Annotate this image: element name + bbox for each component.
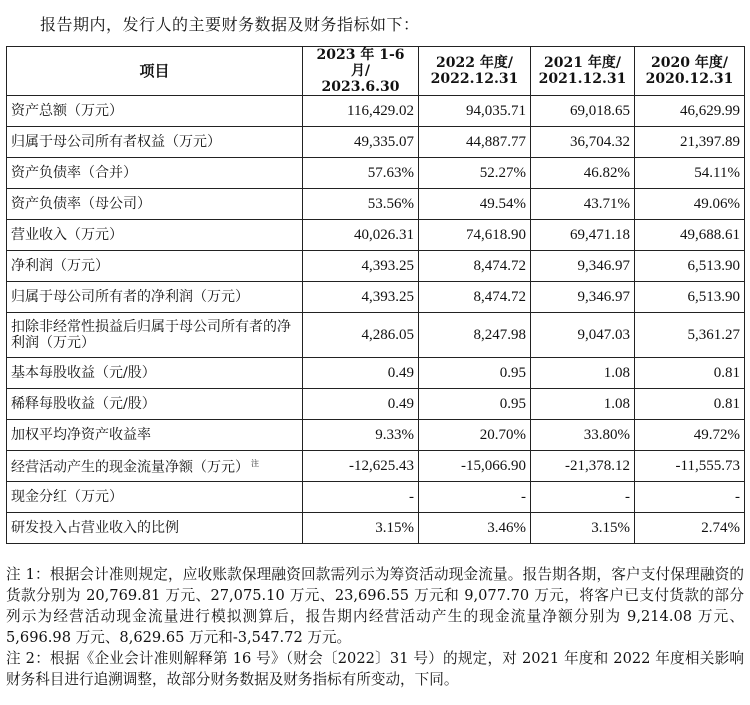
financial-table (6, 46, 745, 544)
cell-value: 52.27% (419, 158, 531, 189)
row-label: 稀释每股收益（元/股） (7, 389, 303, 420)
cell-value: 54.11% (635, 158, 745, 189)
cell-value: 2.74% (635, 513, 745, 544)
cell-value: 53.56% (303, 189, 419, 220)
table-row (7, 313, 745, 358)
cell-value: 36,704.32 (531, 127, 635, 158)
cell-value: 69,471.18 (531, 220, 635, 251)
header-item: 项目 (7, 47, 303, 96)
cell-value: 116,429.02 (303, 96, 419, 127)
header-period: 2022 年度/ 2022.12.31 (419, 47, 531, 96)
cell-value: 94,035.71 (419, 96, 531, 127)
cell-value: 57.63% (303, 158, 419, 189)
row-label: 营业收入（万元） (7, 220, 303, 251)
cell-value: - (419, 482, 531, 513)
table-row (7, 482, 745, 513)
cell-value: 5,361.27 (635, 313, 745, 358)
cell-value: 1.08 (531, 389, 635, 420)
table-row (7, 420, 745, 451)
cell-value: 40,026.31 (303, 220, 419, 251)
cell-value: 6,513.90 (635, 251, 745, 282)
cell-value: 4,393.25 (303, 251, 419, 282)
cell-value: 3.46% (419, 513, 531, 544)
cell-value: 21,397.89 (635, 127, 745, 158)
cell-value: 3.15% (531, 513, 635, 544)
cell-value: 8,474.72 (419, 251, 531, 282)
cell-value: 8,474.72 (419, 282, 531, 313)
header-period: 2021 年度/ 2021.12.31 (531, 47, 635, 96)
header-period: 2020 年度/ 2020.12.31 (635, 47, 745, 96)
cell-value: - (303, 482, 419, 513)
cell-value: -15,066.90 (419, 451, 531, 482)
cell-value: 0.81 (635, 358, 745, 389)
cell-value: 3.15% (303, 513, 419, 544)
cell-value: 8,247.98 (419, 313, 531, 358)
cell-value: 49.72% (635, 420, 745, 451)
row-label: 基本每股收益（元/股） (7, 358, 303, 389)
cell-value: 4,286.05 (303, 313, 419, 358)
cell-value: 9.33% (303, 420, 419, 451)
table-row (7, 251, 745, 282)
cell-value: 0.49 (303, 358, 419, 389)
cell-value: 74,618.90 (419, 220, 531, 251)
cell-value: 9,346.97 (531, 251, 635, 282)
table-row (7, 451, 745, 482)
cell-value: -12,625.43 (303, 451, 419, 482)
cell-value: 0.81 (635, 389, 745, 420)
cell-value: 49.54% (419, 189, 531, 220)
table-row (7, 96, 745, 127)
cell-value: 4,393.25 (303, 282, 419, 313)
cell-value: 0.49 (303, 389, 419, 420)
row-label: 归属于母公司所有者的净利润（万元） (7, 282, 303, 313)
table-row (7, 389, 745, 420)
cell-value: - (531, 482, 635, 513)
row-label: 资产负债率（母公司） (7, 189, 303, 220)
cell-value: -21,378.12 (531, 451, 635, 482)
header-period: 2023 年 1-6 月/ 2023.6.30 (303, 47, 419, 96)
table-row (7, 282, 745, 313)
cell-value: 9,047.03 (531, 313, 635, 358)
intro-text: 报告期内，发行人的主要财务数据及财务指标如下： (40, 15, 420, 34)
cell-value: 33.80% (531, 420, 635, 451)
footnote-1: 注 1：根据会计准则规定，应收账款保理融资回款需列示为筹资活动现金流量。报告期各期，客户支付保理融资的货款分别为 20,769.81 万元、27,075.10 万元、23,696.55 万元和 9,077.70 万元，将客户已支付货款的部分列示为经营活动现金流量进行模拟测算后，报告期内经营活动产生的现金流量净额分别为 9,214.08 万元、5,696.98 万元、8,629.65 万元和-3,547.72 万元。 (6, 566, 744, 646)
table-row (7, 189, 745, 220)
row-label: 扣除非经常性损益后归属于母公司所有者的净利润（万元） (7, 313, 303, 358)
cell-value: 49,688.61 (635, 220, 745, 251)
table-row (7, 513, 745, 544)
cell-value: 44,887.77 (419, 127, 531, 158)
row-label: 归属于母公司所有者权益（万元） (7, 127, 303, 158)
cell-value: 49,335.07 (303, 127, 419, 158)
row-label-text: 经营活动产生的现金流量净额（万元） (11, 459, 249, 476)
table-row (7, 358, 745, 389)
table-header-row (7, 47, 745, 96)
cell-value: 0.95 (419, 358, 531, 389)
cell-value: 6,513.90 (635, 282, 745, 313)
cell-value: -11,555.73 (635, 451, 745, 482)
cell-value: 49.06% (635, 189, 745, 220)
cell-value: 43.71% (531, 189, 635, 220)
cell-value: 46.82% (531, 158, 635, 189)
footnote-marker: 注 (251, 459, 259, 469)
row-label: 资产总额（万元） (7, 96, 303, 127)
cell-value: - (635, 482, 745, 513)
cell-value: 46,629.99 (635, 96, 745, 127)
table-row (7, 158, 745, 189)
row-label: 加权平均净资产收益率 (7, 420, 303, 451)
row-label: 资产负债率（合并） (7, 158, 303, 189)
cell-value: 0.95 (419, 389, 531, 420)
row-label (7, 451, 303, 482)
table-row (7, 220, 745, 251)
cell-value: 9,346.97 (531, 282, 635, 313)
cell-value: 20.70% (419, 420, 531, 451)
cell-value: 1.08 (531, 358, 635, 389)
footnotes (6, 564, 744, 690)
cell-value: 69,018.65 (531, 96, 635, 127)
footnote-2: 注 2：根据《企业会计准则解释第 16 号》（财会〔2022〕31 号）的规定，对 2021 年度和 2022 年度相关影响财务科目进行追溯调整，故部分财务数据及财务指标有所变动，下同。 (6, 650, 744, 688)
row-label: 研发投入占营业收入的比例 (7, 513, 303, 544)
row-label: 现金分红（万元） (7, 482, 303, 513)
row-label: 净利润（万元） (7, 251, 303, 282)
table-row (7, 127, 745, 158)
